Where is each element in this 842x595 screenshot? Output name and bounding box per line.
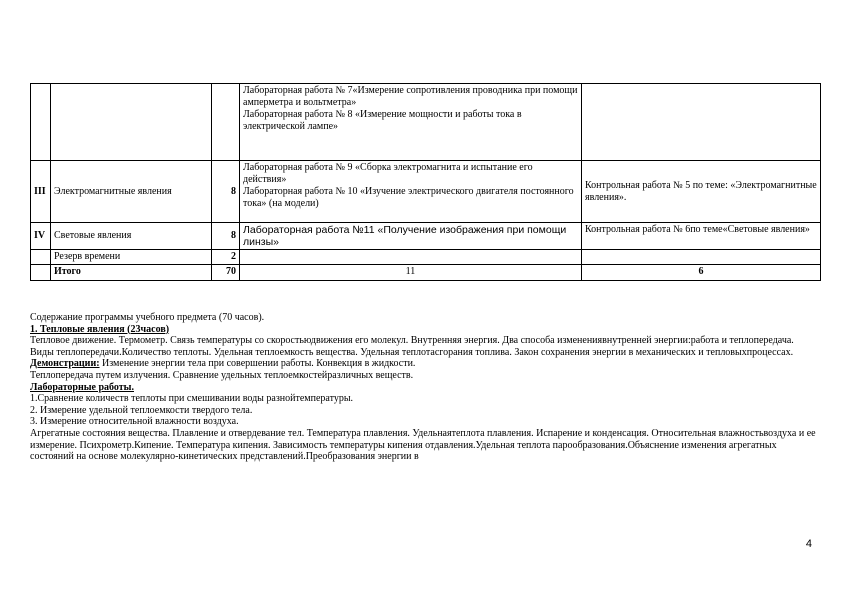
lab-text: Лабораторная работа № 8 «Измерение мощности и работы тока в электрической лампе» [243, 109, 522, 132]
cell-title: Электромагнитные явления [51, 161, 212, 223]
intro-text: Содержание программы учебного предмета (70 часов). [30, 312, 265, 323]
cell-labs [240, 84, 582, 161]
demo-text: Изменение энергии тела при совершении работы. Конвекция в жидкости. [99, 358, 416, 370]
cell-labs [240, 161, 582, 223]
program-content [30, 312, 820, 463]
cell-control: Контрольная работа № 5 по теме: «Электромагнитные явления». [582, 161, 821, 223]
cell-control-total: 6 [582, 265, 821, 281]
curriculum-table [30, 83, 821, 281]
demo-paragraph [30, 358, 820, 370]
cell-hours [212, 84, 240, 161]
cell-labs-total: 11 [240, 265, 582, 281]
cell-title: Итого [51, 265, 212, 281]
cell-num [31, 84, 51, 161]
cell-title: Световые явления [51, 223, 212, 250]
table-row [31, 84, 821, 161]
cell-control: Контрольная работа № 6по теме«Световые явления» [582, 223, 821, 250]
cell-num: III [31, 161, 51, 223]
table-row [31, 161, 821, 223]
cell-title [51, 84, 212, 161]
lab-text: Лабораторная работа № 10 «Изучение электрического двигателя постоянного тока» (на модели) [243, 186, 574, 209]
lab-item: 3. Измерение относительной влажности воздуха. [30, 416, 239, 428]
cell-hours: 8 [212, 223, 240, 250]
lab-text: Лабораторная работа № 9 «Сборка электромагнита и испытание его действия» [243, 162, 533, 185]
cell-control [582, 250, 821, 265]
page-number: 4 [805, 538, 812, 550]
lab-item: 1.Сравнение количеств теплоты при смешивании воды разнойтемпературы. [30, 393, 354, 405]
cell-hours: 70 [212, 265, 240, 281]
table-row [31, 250, 821, 265]
paragraph: Теплопередача путем излучения. Сравнение удельных теплоемкостейразличных веществ. [30, 369, 414, 381]
labs-label: Лабораторные работы. [30, 381, 134, 393]
cell-num: IV [31, 223, 51, 250]
lab-text: Лабораторная работа № 7«Измерение сопротивления проводника при помощи амперметра и вольтметра» [243, 85, 578, 108]
cell-control [582, 84, 821, 161]
cell-title: Резерв времени [51, 250, 212, 265]
cell-num [31, 265, 51, 281]
cell-labs: Лабораторная работа №11 «Получение изображения при помощи линзы» [240, 223, 582, 250]
cell-num [31, 250, 51, 265]
cell-hours: 8 [212, 161, 240, 223]
table-row [31, 223, 821, 250]
paragraph: Тепловое движение. Термометр. Связь температуры со скоростьюдвижения его молекул. Внутренняя энергия. Два способа изменениявнутренней энергии:работа и теплопередача. Виды теплопередачи.Количество теплоты. Удельная теплоемкость вещества. Удельная теплотасгорания топлива. Закон сохранения энергии в механических и тепловыхпроцессах. [30, 335, 794, 358]
cell-labs [240, 250, 582, 265]
paragraph: Агрегатные состояния вещества. Плавление и отвердевание тел. Температура плавления. Удельнаятеплота плавления. Испарение и конденсация. Относительная влажностьвоздуха и ее измерение. Психрометр.Кипение. Температура кипения. Зависимость температуры кипения отдавления.Удельная теплота парообразования.Объяснение изменения агрегатных состояний на основе молекулярно-кинетических представлений.Преобразования энергии в [30, 427, 816, 463]
table-row [31, 265, 821, 281]
demo-label: Демонстрации: [30, 358, 100, 370]
cell-hours: 2 [212, 250, 240, 265]
section-title: 1. Тепловые явления (23часов) [30, 323, 170, 335]
lab-item: 2. Измерение удельной теплоемкости твердого тела. [30, 404, 253, 416]
